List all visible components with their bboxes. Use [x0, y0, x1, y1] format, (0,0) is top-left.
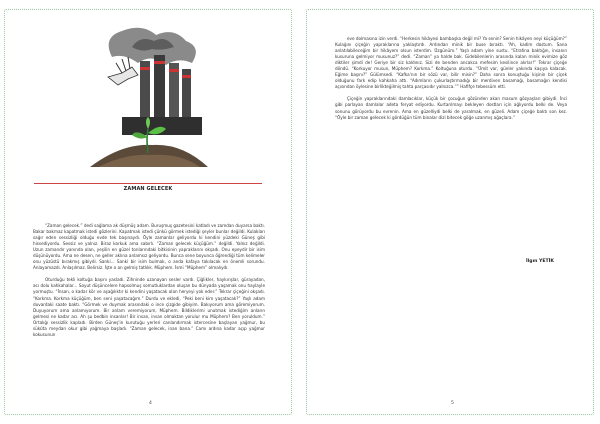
- left-page-text: [33, 223, 265, 344]
- right-page: [306, 9, 594, 415]
- page-number: 4: [149, 401, 152, 406]
- story-title: ZAMAN GELECEK: [123, 186, 173, 192]
- paragraph: “Zaman gelecek.” dedi sağlama ak düşmüş adam. Buruşmuş gazetesini katladı ve zamdan duyarsa baktı. Bakar bakmaz kapatmak istedi gözlerini. Kapatmak istedi çünkü görmek istediği şeyler bunlar değildi. Kulakları sağır eden sessizliği olduğu evde tek başınaydı. Öyle zamanlar geliyordu ki kendini yüzdeki Güneş gibi hissediyordu. Sessiz ve yalnız. Biraz korkuk ama sabırlı. “Zaman gelecek küçüğüm.” değildi. Yalnız değildi. Uzun zamandır yanında olan, yeşilin en güzel tonlarındaki bitkisinin yapraklarını okşadı. Onu epeydir bir isim düşünüyordu. Ama ne desen, ne geller aklına anlamsız geliyordu. Bunca sene boyunca öğrendiği tüm kelimeler onu yüzüstü bırakmış gibiydi. Sanki... Sanki bir isim bulmak, o anda kafaya takılacak en önemli sorundu. Anlayamazdı. Anlaşılmaz. Belirsiz. İşte o an gelmiş tatlılık. Müphem. İsmi “Müphem” olmalıydı.: [33, 223, 265, 271]
- left-page: [4, 9, 292, 415]
- factory-hand-plant-illustration: [82, 17, 214, 177]
- title-divider: [34, 183, 262, 184]
- paragraph: Çiçeğin yapraklarındaki damlacıklar, küçük bir çocuğun gözünden akan masum gözyaşları gibiydi. İnci gibi parlayan damlalar adeta feryat ediyordu. Kurtarılmayı bekleyen dostları için ağlıyordu belki de. Veya sonunu görüyordu bu evrenin. Ama en güzelliydi belki de yaralmak, en güzeli. Adam çiçeğe baktı son kez. “Öyle bir zaman gelecek ki gördüğün tüm binalar dizi bitecek göğe uzanmış ağaçlara.”: [335, 96, 567, 120]
- page-number: 5: [451, 401, 454, 406]
- paragraph: eve dolmasına izin verdi. “Herkesin hikâyesi bambaşka değil mi? Ya senin? Senin hikâyen neyi küçüğüm?” Kulağını çiçeğin yapraklarına yaklaştırdı. Ardından minik bir buse bıraktı. “Ah, kadim dostum. Sana anlatılabileceğim bir hikâyem olsun isterdim. Üzgünüm.” Yaşlı adam yine sustu. “Etrafına baktığın, insanın kusuruna gelmiyor musunuz?” dedi. “Zaman” ya halde bak. Gidebilenlerin arasında kalan minik evimize göz diktiler şimdi de! Geriye bir siz kaldınız. Sizi de benden ancakca mefesim kesilince alırlar!” Tekrar çiçeğe döndü. “Korkuyor musun, Müphem? Korkma.” Koltuğuna oturdu. “Ümit var, günler yakında kaşıya kalacak. Eğime başını?” Gülümsedi. “Kafka'nın bir sözü var, bilir misin?” Daha sonra konuştuğu kişinin bir çiçek olduğunu fark edip kahkaha attı. “Adımların çukurlaştırmadığı bir merdiven basamağı, basamağın kendisi açısından öylesine birlikteğilmiş tahta parçasıdır yalnızca.”” Hafifçe tebessüm etti.: [335, 36, 567, 90]
- author-signature: İlgın YETİK: [526, 259, 554, 264]
- right-page-text: [335, 36, 567, 127]
- paragraph: Oturduğu tekli koltuğa başını yasladı. Zihninde uzanayan sesler vardı. Çiğlikler, haykırışlar, gürayadan, acı dolu kahkahalar... Soyut düşüncelere hapsolmuş somutluklardan oluşan bu dünyada yaşamak onu haylayle yormuştu. “İnsan, o kadar kör ve aşağılıktır ki kendini yaşatacak olan heryeyi yok eder.” Tekrar çiçeğini okşadı. “Korkma. Korkma küçüğüm, ben seni yaşatacağım.” Durdu ve ekledi, “Peki beni kim yaşatacak?” Yaşlı adam duvardaki saate baktı. “Görmek ve duymak arasındaki o ince çizgide gibiyim. Bakıyorum ama göremiyorum. Duyuyorum ama anlamıyorum. Bir anlam veremiyorum, Müphem. Bildiklerimi unutmak istediğim anların gelmesi ne kadar acı. Ah şu bedbin insanlar! Bir insan, insan olmaktan yorulur mu Müphem? Ben yoruldum.” Ortalığı sessizlik kapladı. Birden Güneş'in kurutuğu yerleri canlandırmak istercesine başlayan yağmur, bu sükûta meydan okur gibi yağmaya başladı. “Zaman gelecek, inan bana.” Camı ardına kadar açıp yağmur kokusunun: [33, 277, 265, 337]
